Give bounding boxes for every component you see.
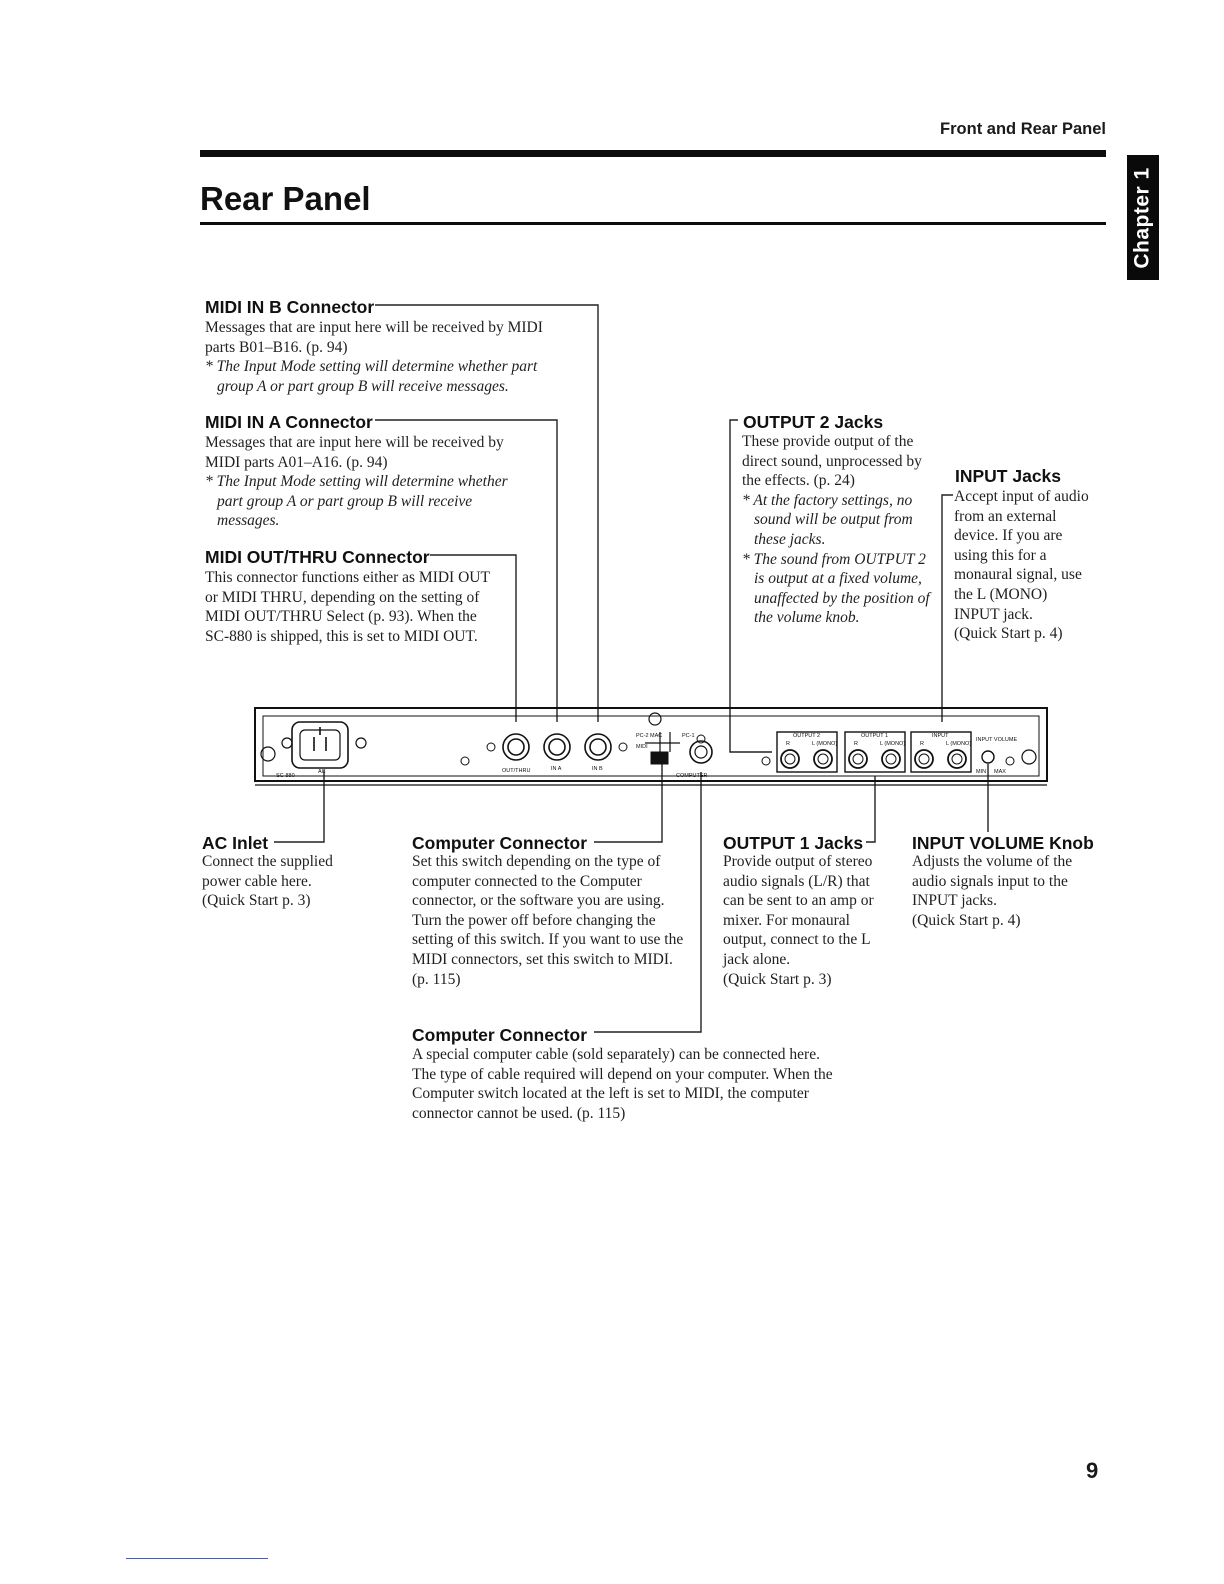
- computer-connector-label: Computer Connector: [412, 1025, 587, 1045]
- output-2-note2: * The sound from OUTPUT 2 is output at a fixed volume, unaffected by the position of the volume knob.: [742, 550, 930, 627]
- panel-l-mono-1: L (MONO): [812, 741, 838, 747]
- output-1-label: OUTPUT 1 Jacks: [723, 833, 864, 853]
- panel-l-mono-2: L (MONO): [880, 741, 906, 747]
- ac-inlet-text: Connect the supplied power cable here.: [202, 853, 333, 890]
- output-2-note1: * At the factory settings, no sound will be output from these jacks.: [742, 491, 913, 548]
- midi-out-thru-label: MIDI OUT/THRU Connector: [205, 547, 430, 567]
- midi-in-b-label: MIDI IN B Connector: [205, 297, 375, 317]
- output-1-ref: (Quick Start p. 3): [723, 970, 832, 988]
- panel-r-2: R: [854, 741, 858, 747]
- computer-connector-text: A special computer cable (sold separately) can be connected here. The type of cable required will depend on your computer. When the Computer switch located at the left is set to MIDI, the computer connector cannot be used. (p. 115): [412, 1046, 833, 1122]
- midi-connectors: [461, 734, 627, 765]
- ac-inlet-drawing: [261, 722, 366, 768]
- midi-in-b-note: * The Input Mode setting will determine whether part group A or part group B will receive messages.: [205, 358, 538, 395]
- output-2-text: These provide output of the direct sound, unprocessed by the effects. (p. 24): [742, 433, 922, 490]
- output-1-desc: [723, 852, 891, 989]
- input-volume-knob-drawing: [982, 750, 1036, 765]
- midi-in-a-label: MIDI IN A Connector: [205, 412, 373, 432]
- panel-input-volume: INPUT VOLUME: [976, 737, 1018, 743]
- panel-out-thru: OUT/THRU: [502, 768, 531, 774]
- input-volume-desc: [912, 852, 1098, 930]
- ac-inlet-label: AC Inlet: [202, 833, 269, 853]
- panel-r-3: R: [920, 741, 924, 747]
- input-jacks-ref: (Quick Start p. 4): [954, 625, 1063, 643]
- panel-midi: MIDI: [636, 744, 648, 750]
- midi-in-a-note: * The Input Mode setting will determine whether part group A or part group B will receive messages.: [205, 473, 508, 530]
- panel-model: SC-880: [276, 773, 295, 779]
- midi-in-b-text: Messages that are input here will be received by MIDI parts B01–B16. (p. 94): [205, 319, 543, 356]
- panel-r-1: R: [786, 741, 790, 747]
- panel-pc1: PC-1: [682, 733, 695, 739]
- input-jacks-text: Accept input of audio from an external device. If you are using this for a monaural signal, use the L (MONO) INPUT jack.: [954, 488, 1089, 623]
- panel-ac: AC: [318, 769, 326, 775]
- panel-in-a: IN A: [551, 766, 562, 772]
- panel-chassis: [255, 708, 1047, 785]
- input-volume-label: INPUT VOLUME Knob: [912, 833, 1094, 853]
- panel-l-mono-3: L (MONO): [946, 741, 972, 747]
- running-header: Front and Rear Panel: [940, 120, 1106, 138]
- panel-input: INPUT: [932, 733, 949, 739]
- ac-inlet-ref: (Quick Start p. 3): [202, 892, 311, 910]
- panel-labels: [276, 733, 1017, 779]
- computer-switch-ref: (p. 115): [412, 970, 461, 988]
- panel-in-b: IN B: [592, 766, 603, 772]
- output-1-text: Provide output of stereo audio signals (L/R) that can be sent to an amp or mixer. For monaural output, connect to the L jack alone.: [723, 853, 874, 968]
- panel-min: MIN: [976, 769, 987, 775]
- panel-max: MAX: [994, 769, 1006, 775]
- midi-out-thru-text: This connector functions either as MIDI OUT or MIDI THRU, depending on the setting of MIDI OUT/THRU Select (p. 93). When the SC-880 is shipped, this is set to MIDI OUT.: [205, 569, 490, 645]
- midi-in-a-text: Messages that are input here will be received by MIDI parts A01–A16. (p. 94): [205, 434, 504, 471]
- input-volume-ref: (Quick Start p. 4): [912, 911, 1021, 929]
- computer-connector-drawing: [690, 735, 712, 763]
- ac-inlet-desc: [202, 852, 372, 911]
- computer-switch-label: Computer Connector: [412, 833, 587, 853]
- input-volume-text: Adjusts the volume of the audio signals input to the INPUT jacks.: [912, 853, 1073, 910]
- leader-lines-top: [375, 305, 953, 752]
- footer-line: [126, 1558, 268, 1559]
- computer-connector-desc: [412, 1045, 840, 1123]
- computer-switch-text: Set this switch depending on the type of computer connected to the Computer connector, or the software you are using. Turn the power off before changing the setting of this switch. If you want to use the MIDI connectors, set this switch to MIDI.: [412, 853, 684, 968]
- section-title: Rear Panel: [200, 180, 371, 217]
- page-number: 9: [1086, 1458, 1099, 1483]
- input-jacks-label: INPUT Jacks: [955, 466, 1062, 486]
- panel-pc2-mac: PC-2 MAC: [636, 733, 663, 739]
- computer-switch-desc: [412, 852, 690, 989]
- panel-computer: COMPUTER: [676, 773, 708, 779]
- output-2-label: OUTPUT 2 Jacks: [743, 412, 884, 432]
- panel-output1: OUTPUT 1: [861, 733, 889, 739]
- chapter-tab-label: Chapter 1: [1131, 166, 1155, 269]
- panel-output2: OUTPUT 2: [793, 733, 821, 739]
